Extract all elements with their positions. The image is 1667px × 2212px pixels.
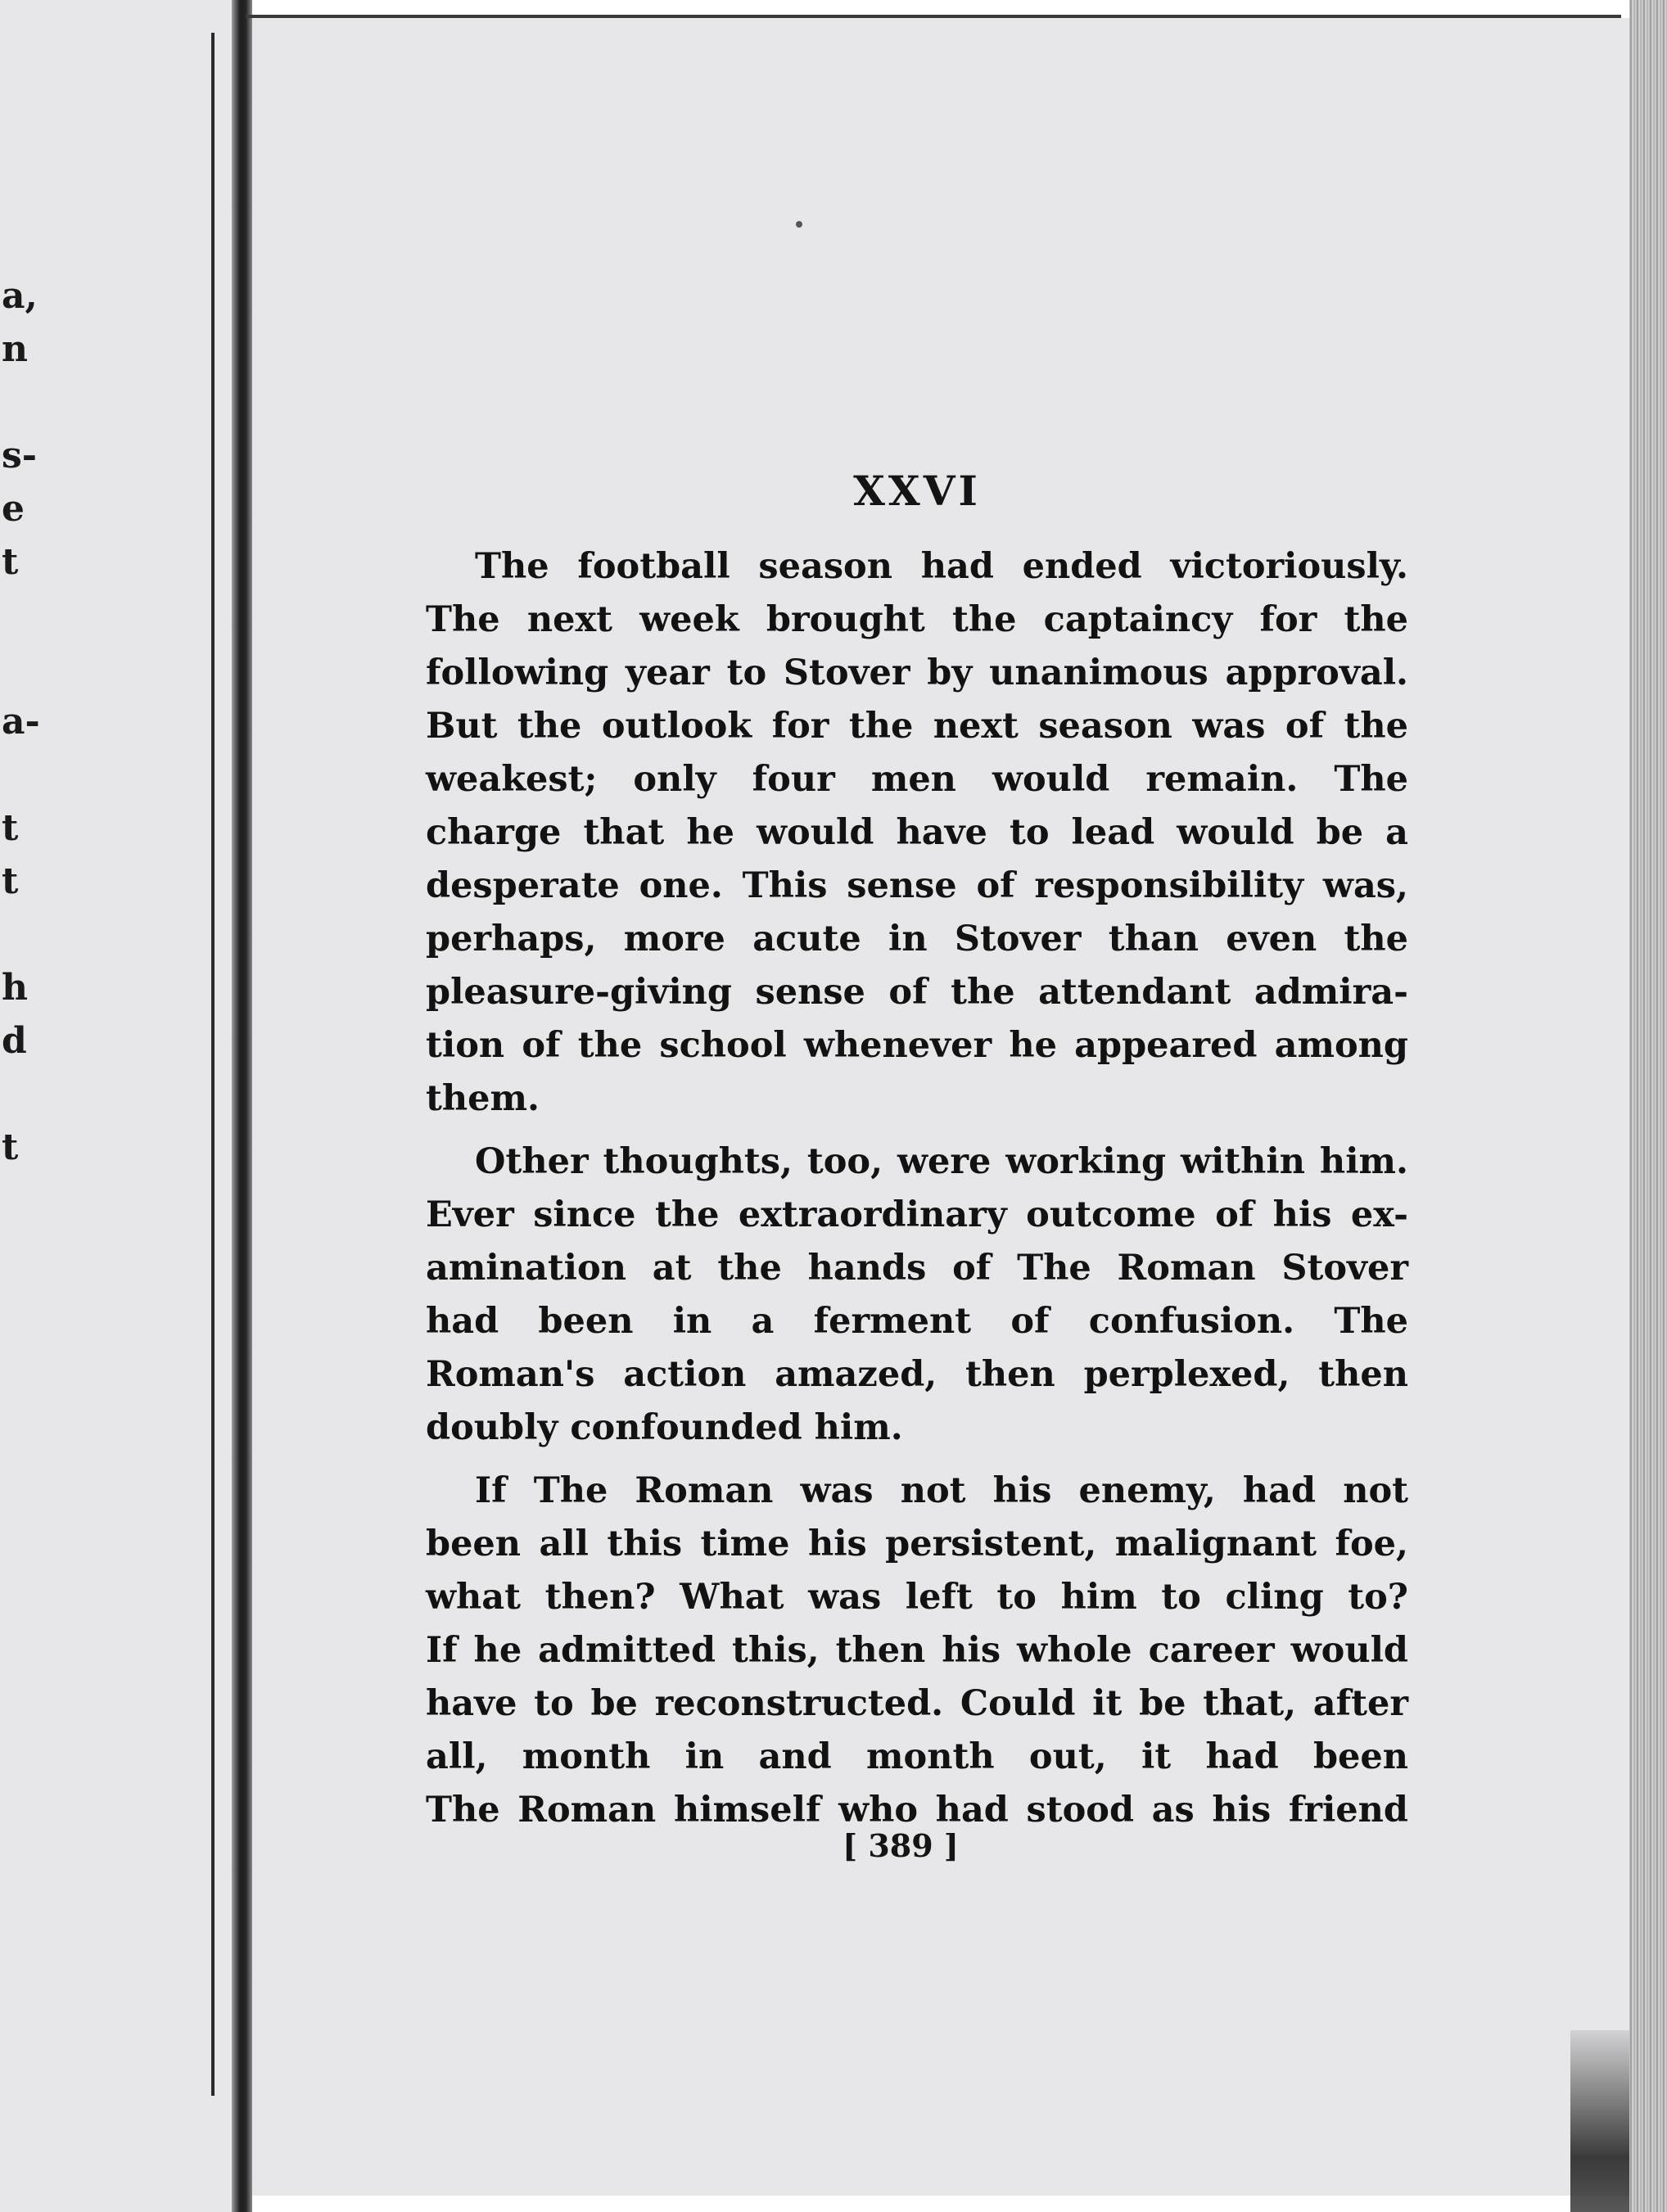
paragraph-gap [426,1126,1408,1135]
text-line: have to be reconstructed. Could it be that, after [426,1683,1408,1724]
text-line: The football season had ended victoriously. [475,546,1408,587]
text-line: been all this time his persistent, malignant foe, [426,1524,1408,1564]
left-fragment: t [2,807,19,849]
text-line: Other thoughts, too, were working within him. [475,1141,1408,1182]
left-page-text-fragments [0,0,232,2212]
text-line: them. [426,1078,540,1119]
chapter-heading: XXVI [853,467,981,515]
book-gutter [232,0,252,2212]
left-fragment: h [2,967,28,1009]
left-page-edge-line [211,33,215,2096]
left-fragment: t [2,1126,19,1168]
text-line: charge that he would have to lead would be a [426,812,1408,853]
text-line: The next week brought the captaincy for the [426,599,1408,640]
left-fragment: s- [2,435,38,476]
page-stack-shadow [1570,2030,1629,2212]
body-text [426,540,1408,1837]
text-line: If The Roman was not his enemy, had not [475,1470,1408,1511]
left-fragment: e [2,488,25,530]
text-line: But the outlook for the next season was of the [426,706,1408,747]
text-line: what then? What was left to him to cling to? [426,1577,1408,1618]
left-facing-page [0,0,232,2212]
text-line: doubly confounded him. [426,1407,903,1448]
text-line: Roman's action amazed, then perplexed, then [426,1354,1408,1395]
text-line: The Roman himself who had stood as his friend [426,1790,1408,1831]
left-fragment: n [2,328,28,370]
text-line: amination at the hands of The Roman Stover [426,1248,1408,1289]
left-fragment: a, [2,275,38,317]
left-fragment: t [2,860,19,902]
text-line: desperate one. This sense of responsibility was, [426,865,1408,906]
left-fragment: a- [2,701,40,743]
text-line: all, month in and month out, it had been [426,1736,1408,1777]
text-line: following year to Stover by unanimous approval. [426,652,1408,693]
left-fragment: t [2,541,19,583]
text-line: Ever since the extraordinary outcome of his ex- [426,1194,1408,1235]
page-stack-edge [1629,0,1667,2212]
text-line: pleasure-giving sense of the attendant admira- [426,972,1408,1013]
page-number: [ 389 ] [843,1827,959,1864]
left-fragment: d [2,1020,27,1062]
text-line: perhaps, more acute in Stover than even the [426,919,1408,959]
text-line: weakest; only four men would remain. The [426,759,1408,800]
text-line: had been in a ferment of confusion. The [426,1301,1408,1342]
paragraph-gap [426,1455,1408,1465]
text-line: tion of the school whenever he appeared among [426,1025,1408,1066]
text-line: If he admitted this, then his whole career would [426,1630,1408,1671]
ink-speck [796,221,802,228]
